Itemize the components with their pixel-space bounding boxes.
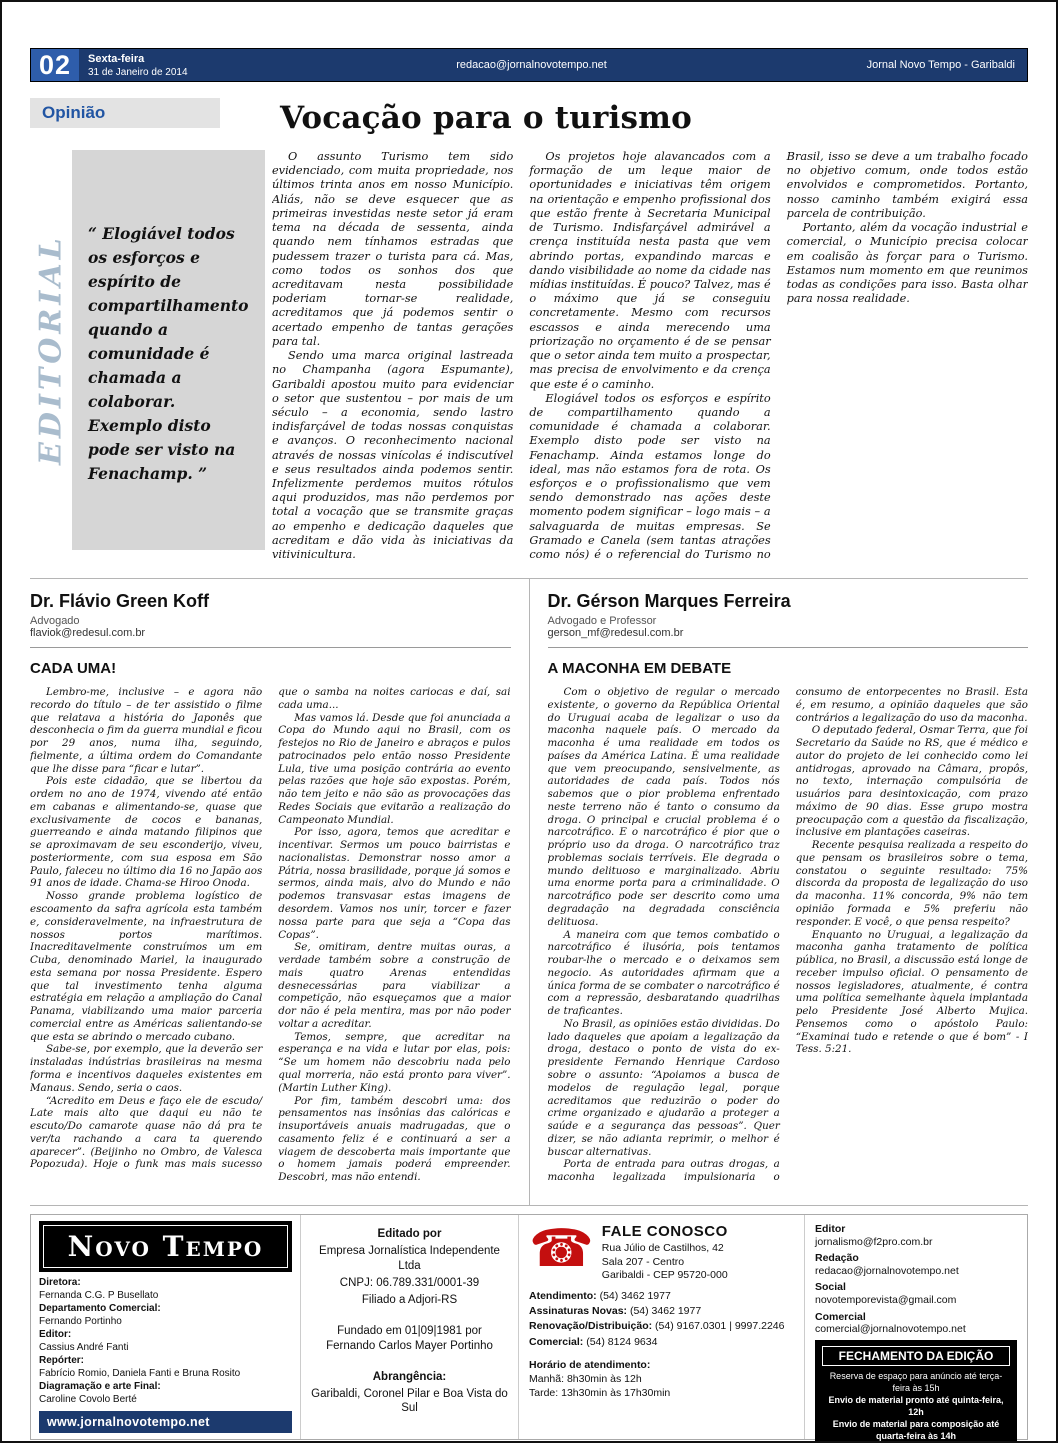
- paragraph: Nosso grande problema logístico de escoamento da safra agrícola esta também e, consideravelmente, na infraestrutura de nossos portos marítimos. Inacreditavelmente construímos um em Cuba, denominado Mariel, la inaugurado esta semana por nossa Presidente. Espero que tal investimento tenha alguma estratégia em relação a ampliação do Canal Panama, viabilizando uma maior parceria comercial entre as Américas salientando-se que esta se abrindo o mercado cubano.: [30, 890, 263, 1043]
- staff-list: [39, 1277, 292, 1407]
- section-label: Opinião: [30, 98, 220, 128]
- coverage: Garibaldi, Coronel Pilar e Boa Vista do Sul: [311, 1387, 508, 1415]
- date: 31 de Janeiro de 2014: [88, 66, 188, 78]
- article-maconha-em-debate: [529, 579, 1029, 1205]
- published-by: Empresa Jornalística Independente Ltda: [319, 1244, 500, 1272]
- phone-label: Renovação/Distribuição:: [529, 1320, 653, 1333]
- author-name: Dr. Gérson Marques Ferreira: [547, 591, 791, 611]
- footer-contact-column: [519, 1215, 805, 1439]
- phone-row: [529, 1289, 794, 1304]
- editorial-left: [30, 150, 258, 564]
- email-value: redacao@jornalnovotempo.net: [815, 1264, 959, 1277]
- phone-value: (54) 9167.0301 | 9997.2246: [655, 1320, 785, 1333]
- paragraph: Por isso, agora, temos que acreditar e incentivar. Sermos um pouco bairristas e nacionalistas. Demonstrar nosso amor a Pátria, nossa brasilidade, porque já somos e sermos, ainda mais, alvo do Mundo e não podemos transvasar estas imagens de desordem. Vamos nos unir, torcer e fazer nossa parte para que seja a “Copa das Copas”.: [278, 826, 511, 941]
- staff-value: Fabrício Romio, Daniela Fanti e Bruna Rosito: [39, 1367, 241, 1379]
- weekday: Sexta-feira: [88, 53, 145, 65]
- footer-emails-column: [805, 1215, 1027, 1442]
- affiliation: Filiado a Adjori-RS: [361, 1293, 458, 1306]
- staff-value: Fernanda C.G. P Busellato: [39, 1289, 159, 1301]
- contact-address-block: [602, 1223, 728, 1283]
- edition-closing-box: [815, 1340, 1017, 1443]
- article-headline: CADA UMA!: [30, 660, 117, 677]
- contact-header: [529, 1220, 794, 1283]
- closing-line: Reserva de espaço para anúncio até terça-feira às 15h: [829, 1370, 1003, 1393]
- staff-row: [39, 1329, 292, 1354]
- staff-label: Editor:: [39, 1329, 72, 1340]
- email-group: [815, 1311, 1017, 1336]
- paragraph: Enquanto no Uruguai, a legalização da maconha ganha tratamento de política pública, no Brasil, a discussão está longe de receber impulso oficial. O pensamento de nossos legisladores, atualmente, é contra uma política semelhante àquela implantada pelo Presidente José Alberto Mujica. Pensemos como o apóstolo Paulo: “Examinai tudo e retende o que é bom” - I Tess. 5:21.: [795, 928, 1028, 1056]
- contact-title: FALE CONOSCO: [601, 1223, 728, 1240]
- paragraph: Com o objetivo de regular o mercado existente, o governo da República Oriental do Uruguai acaba de legalizar o uso da maconha naquele país. O mercado da maconha é uma realidade em todos os países da América Latina. É uma realidade que vem preocupando, sensivelmente, as autoridades de cada país. Todos nós sabemos que o pior problema enfrentado neste terreno não é tanto o consumo da droga. O principal e crucial problema é o narcotráfico. E o narcotráfico é pior que o próprio uso da droga. O narcotráfico traz problemas sociais terríveis. Ele degrada o mundo delituoso e marginalizado. Abriu uma enorme porta para a criminalidade. O narcotráfico pode ser descrito como uma degradação na degradada consciência delituosa.: [547, 686, 780, 928]
- staff-row: [39, 1381, 292, 1406]
- opinion-articles: [30, 579, 1028, 1206]
- email-label: Social: [815, 1281, 846, 1294]
- logo-text: Novo Tempo: [43, 1225, 288, 1268]
- staff-label: Departamento Comercial:: [39, 1303, 161, 1314]
- staff-value: Cassius André Fanti: [39, 1341, 129, 1353]
- hours-line: Manhã: 8h30min às 12h: [529, 1372, 642, 1385]
- paragraph: Elogiável todos os esforços e espírito de compartilhamento quando a comunidade é chamada a colaborar. Exemplo disto pode ser visto na Fenachamp. Ainda estamos longe do ideal, mas não estamos fora de rota. Os esforços e o profissionalismo que vem sendo demonstrado nas ações deste momento podem significar – logo mais – a salvaguarda de muitas empresas. Se Gramado e Canela (sem tantas atrações como nós) é o referencial do Turismo no Brasil, isso se deve a um trabalho focado no objetivo comum, onde todos estão envolvidos e comprometidos. Portanto, nosso caminho também exigirá essa parcela de contribuição.: [529, 150, 1028, 562]
- editorial-section: [30, 150, 1028, 579]
- paragraph: Pois este cidadão, que se libertou da ordem no ano de 1974, vivendo até então em cabanas e alimentando-se, quase que exclusivamente de cocos e bananas, guerreando e ainda matando filipinos que se aproximavam de seu esconderijo, viveu, posteriormente, com sua esposa em São Paulo, faleceu no último dia 16 no Japão aos 91 anos de idade. Chama-se Hiroo Onoda.: [30, 775, 263, 890]
- paragraph: Sendo uma marca original lastreada no Champanha (agora Espumante), Garibaldi apostou muito para evidenciar o setor que sustentou – por mais de um século – a economia, sendo lastro indisfarçável de todas nossas conquistas e avanços. O reconhecimento nacional através de nossas vinícolas é indiscutível e seus resultados ainda podemos sentir. Infelizmente perdemos muitos rótulos aqui produzidos, mas não perdemos por total a vocação que se transmite graças ao empenho e dedicação daqueles que acreditam e dão vida às iniciativas da vitivinicultura.: [272, 349, 514, 562]
- author-email: gerson_mf@redesul.com.br: [547, 627, 684, 639]
- email-group: [815, 1223, 1017, 1248]
- phone-list: [529, 1289, 794, 1350]
- paragraph: Por fim, também descobri uma: dos pensamentos nas insônias das calóricas e insuportáveis anuais madrugadas, que o casamento feliz é e continuará a ser a viagem de descoberta mais importante que o homem jamais poderá empreender. Descobri, mas não entendi.: [278, 1094, 511, 1184]
- staff-row: [39, 1303, 292, 1328]
- address-line: Sala 207 - Centro: [601, 1255, 685, 1268]
- paragraph: Porta de entrada para outras drogas, a maconha legalizada impulsionaria o consumo de entorpecentes no Brasil. Esta é, em resumo, a opinião daqueles que são contrários a legalização do uso da maconha.: [547, 686, 1028, 1184]
- staff-value: Fernando Portinho: [39, 1315, 122, 1327]
- paragraph: No Brasil, as opiniões estão divididas. Do lado daqueles que apoiam a legalização da droga, destaco o ponto de vista do ex-presidente Fernando Henrique Cardoso sobre o assunto: “Apoiamos a busca de modelos de regulação legal, porque acreditamos que reduzirão o poder do crime organizado e ajudarão a proteger a saúde e a segurança das pessoas”. Quer dizer, se não adianta reprimir, o melhor é buscar alternativas.: [547, 1017, 780, 1158]
- expediente-footer: [30, 1214, 1028, 1440]
- date-block: [79, 49, 197, 81]
- phone-value: (54) 8124 9634: [586, 1335, 658, 1348]
- article-body: [548, 686, 1029, 1191]
- phone-row: [529, 1319, 794, 1334]
- closing-line: Envio de material para composição até quarta-feira às 14h: [832, 1419, 1000, 1442]
- paragraph: Portanto, além da vocação industrial e comercial, o Município precisa colocar em coalisão às forçar para o Turismo. Estamos num momento em que reunimos todas as condições para isso. Basta olhar para nossa realidade.: [786, 221, 1028, 306]
- masthead-email: redacao@jornalnovotempo.net: [456, 59, 607, 71]
- article-headline: A MACONHA EM DEBATE: [547, 660, 732, 677]
- paragraph: O deputado federal, Osmar Terra, que foi Secretario da Saúde no RS, que é médico e autor do projeto de lei conhecido como lei antidrogas, aprovado na Câmara, propôs, no texto, internação compulsória de usuários para desintoxicação, com prazo máximo de 90 dias. Esse grupo mostra preocupação com a questão da fiscalização, inclusive em plantações caseiras.: [795, 724, 1028, 839]
- pull-quote: “ Elogiável todos os esforços e espírito de compartilhamento quando a comunidade é chamada a colaborar. Exemplo disto pode ser visto na Fenachamp. ”: [72, 150, 265, 550]
- phone-row: [529, 1335, 794, 1350]
- email-group: [815, 1281, 1017, 1306]
- email-value: novotemporevista@gmail.com: [815, 1293, 957, 1306]
- email-group: [815, 1252, 1017, 1277]
- staff-label: Repórter:: [39, 1355, 85, 1366]
- phone-row: [529, 1304, 794, 1319]
- hours-line: Tarde: 13h30min às 17h30min: [529, 1387, 671, 1400]
- phone-label: Comercial:: [529, 1335, 584, 1348]
- staff-label: Diretora:: [39, 1277, 81, 1288]
- hours-block: [529, 1358, 794, 1401]
- paragraph: O assunto Turismo tem sido evidenciado, com muita propriedade, nos últimos trinta anos em nosso Município. Aliás, não se deve esquecer que as primeiras investidas neste setor já eram tema na década de sessenta, ainda quando nem tínhamos estradas que pudessem trazer o turista para cá. Mas, como todos os sonhos dos que acreditavam nesta possibilidade poderiam tornar-se realidade, acreditamos que já podemos sentir o acertado empenho de tantas gerações para tal.: [272, 150, 514, 348]
- cnpj: CNPJ: 06.789.331/0001-39: [339, 1276, 480, 1289]
- masthead: [30, 48, 1028, 82]
- coverage-label: Abrangência:: [372, 1370, 447, 1383]
- phone-label: Atendimento:: [529, 1289, 597, 1302]
- staff-row: [39, 1277, 292, 1302]
- editorial-body: [272, 150, 1028, 564]
- email-label: Editor: [815, 1223, 846, 1235]
- paragraph: “Acredito em Deus e faço ele de escudo/ Late mais alto que daqui eu não te escuto/Do camarote quase não dá pra te ver/ta rachando a cara ta querendo aparecer”. (Beijinho no Ombro, de Valesca Popozuda). Hoje o funk mas mais sucesso que o samba na noites cariocas e daí, sai cada uma...: [30, 686, 511, 1171]
- phone-label: Assinaturas Novas:: [529, 1305, 628, 1318]
- divider: [30, 647, 511, 648]
- page-title: Vocação para o turismo: [280, 100, 693, 136]
- footer-staff-column: [31, 1215, 301, 1439]
- spacer: [311, 1310, 508, 1322]
- staff-row: [39, 1355, 292, 1380]
- closing-title: FECHAMENTO DA EDIÇÃO: [822, 1346, 1010, 1366]
- email-value: jornalismo@f2pro.com.br: [815, 1235, 933, 1248]
- divider: [548, 647, 1029, 648]
- novo-tempo-logo: [39, 1221, 292, 1272]
- paragraph: A maneira com que temos combatido o narcotráfico é ilusória, pois tentamos roubar-lhe o mercado e o deixamos sem negocio. As autoridades afirmam que a única forma de se combater o narcotráfico é com a repressão, desbaratando quadrilhas de traficantes.: [547, 928, 780, 1018]
- paragraph: Recente pesquisa realizada a respeito do que pensam os brasileiros sobre o tema, constatou o seguinte resultado: 75% discorda da proposta de legalização do uso da maconha. 11% concorda, 9% não tem opinião formada e 5% preferiu não responder. E você, o que pensa respeito?: [795, 839, 1028, 928]
- phone-icon: ☎: [529, 1220, 594, 1278]
- paper-name: Jornal Novo Tempo - Garibaldi: [866, 59, 1015, 71]
- editorial-kicker: EDITORIAL: [33, 234, 69, 466]
- address-line: Garibaldi - CEP 95720-000: [601, 1269, 728, 1282]
- staff-value: Caroline Covolo Berté: [39, 1393, 137, 1405]
- website-bar: www.jornalnovotempo.net: [39, 1411, 292, 1433]
- founded: Fundado em 01|09|1981 por Fernando Carlos Mayer Portinho: [326, 1324, 493, 1352]
- phone-value: (54) 3462 1977: [629, 1305, 702, 1318]
- section-row: [30, 98, 1028, 136]
- author-role: Advogado: [30, 615, 80, 627]
- spacer: [311, 1356, 508, 1368]
- email-value: comercial@jornalnovotempo.net: [815, 1323, 966, 1336]
- email-label: Redação: [815, 1252, 859, 1265]
- paragraph: Temos, sempre, que acreditar na esperança e na vida e lutar por elas, pois: “Se um homem não descobriu nada pelo qual morreria, não está pronto para viver”. (Martin Luther King).: [278, 1030, 511, 1094]
- paragraph: Mas vamos lá. Desde que foi anunciada a Copa do Mundo aqui no Brasil, com os festejos no Rio de Janeiro e abraços e pulos patrocinados pelo então nosso Presidente Lula, tive uma posição contrária ao evento pelas razões que hoje são expostas. Porém, não tem jeito e não são as provocações das Redes Sociais que evitarão a realização do Campeonato Mundial.: [278, 711, 511, 826]
- paragraph: Os projetos hoje alavancados com a formação de um leque maior de oportunidades e iniciativas têm origem na orientação e empenho profissional dos que estão frente à Secretaria Municipal de Turismo. Indisfarçável admirável a crença instituída nesta pasta que vem abrindo portas, expandindo marcas e dando visibilidade ao nome da cidade nas mídias instituídas. É pouco? Talvez, mas é o máximo que já se conseguiu concretamente. Mesmo com recursos escassos e ainda merecendo uma priorização no orçamento é de se pensar que o setor ainda tem muito a prospectar, mas precisa de envolvimento e da crença que este é o caminho.: [529, 150, 771, 391]
- author-name: Dr. Flávio Green Koff: [30, 591, 210, 611]
- paragraph: Se, omitiram, dentre muitas ouras, a verdade também sobre a construção de mais quatro Arenas entendidas desnecessárias para viabilizar a competição, não esqueçamos que a maior dor não é pela mentira, mas por não poder voltar a acreditar.: [278, 941, 511, 1030]
- author-email: flaviok@redesul.com.br: [30, 627, 146, 639]
- phone-value: (54) 3462 1977: [599, 1289, 671, 1302]
- page-number: 02: [31, 49, 79, 81]
- address-line: Rua Júlio de Castilhos, 42: [601, 1242, 724, 1254]
- footer-publisher-column: [301, 1215, 519, 1439]
- hours-title: Horário de atendimento:: [529, 1358, 651, 1371]
- article-body: [30, 686, 511, 1191]
- article-cada-uma: [30, 579, 529, 1205]
- paragraph: Lembro-me, inclusive – e agora não recordo do título – de ter assistido o filme que relatava a história do Japonês que desconhecia o fim da guerra mundial e ficou por 29 anos, numa ilha, seguindo, fielmente, a última ordem do Comandante que lhe disse para “ficar e lutar”.: [30, 686, 263, 775]
- paragraph: Sabe-se, por exemplo, que la deverão ser instaladas indústrias brasileiras na mesma forma e incentivos daqueles existentes em Manaus. Sendo, seria o caos.: [30, 1043, 263, 1094]
- published-by-label: Editado por: [377, 1228, 442, 1240]
- closing-line: Envio de material pronto até quinta-feira, 12h: [828, 1395, 1004, 1418]
- author-role: Advogado e Professor: [547, 615, 657, 627]
- staff-label: Diagramação e arte Final:: [39, 1381, 161, 1392]
- email-label: Comercial: [815, 1310, 866, 1323]
